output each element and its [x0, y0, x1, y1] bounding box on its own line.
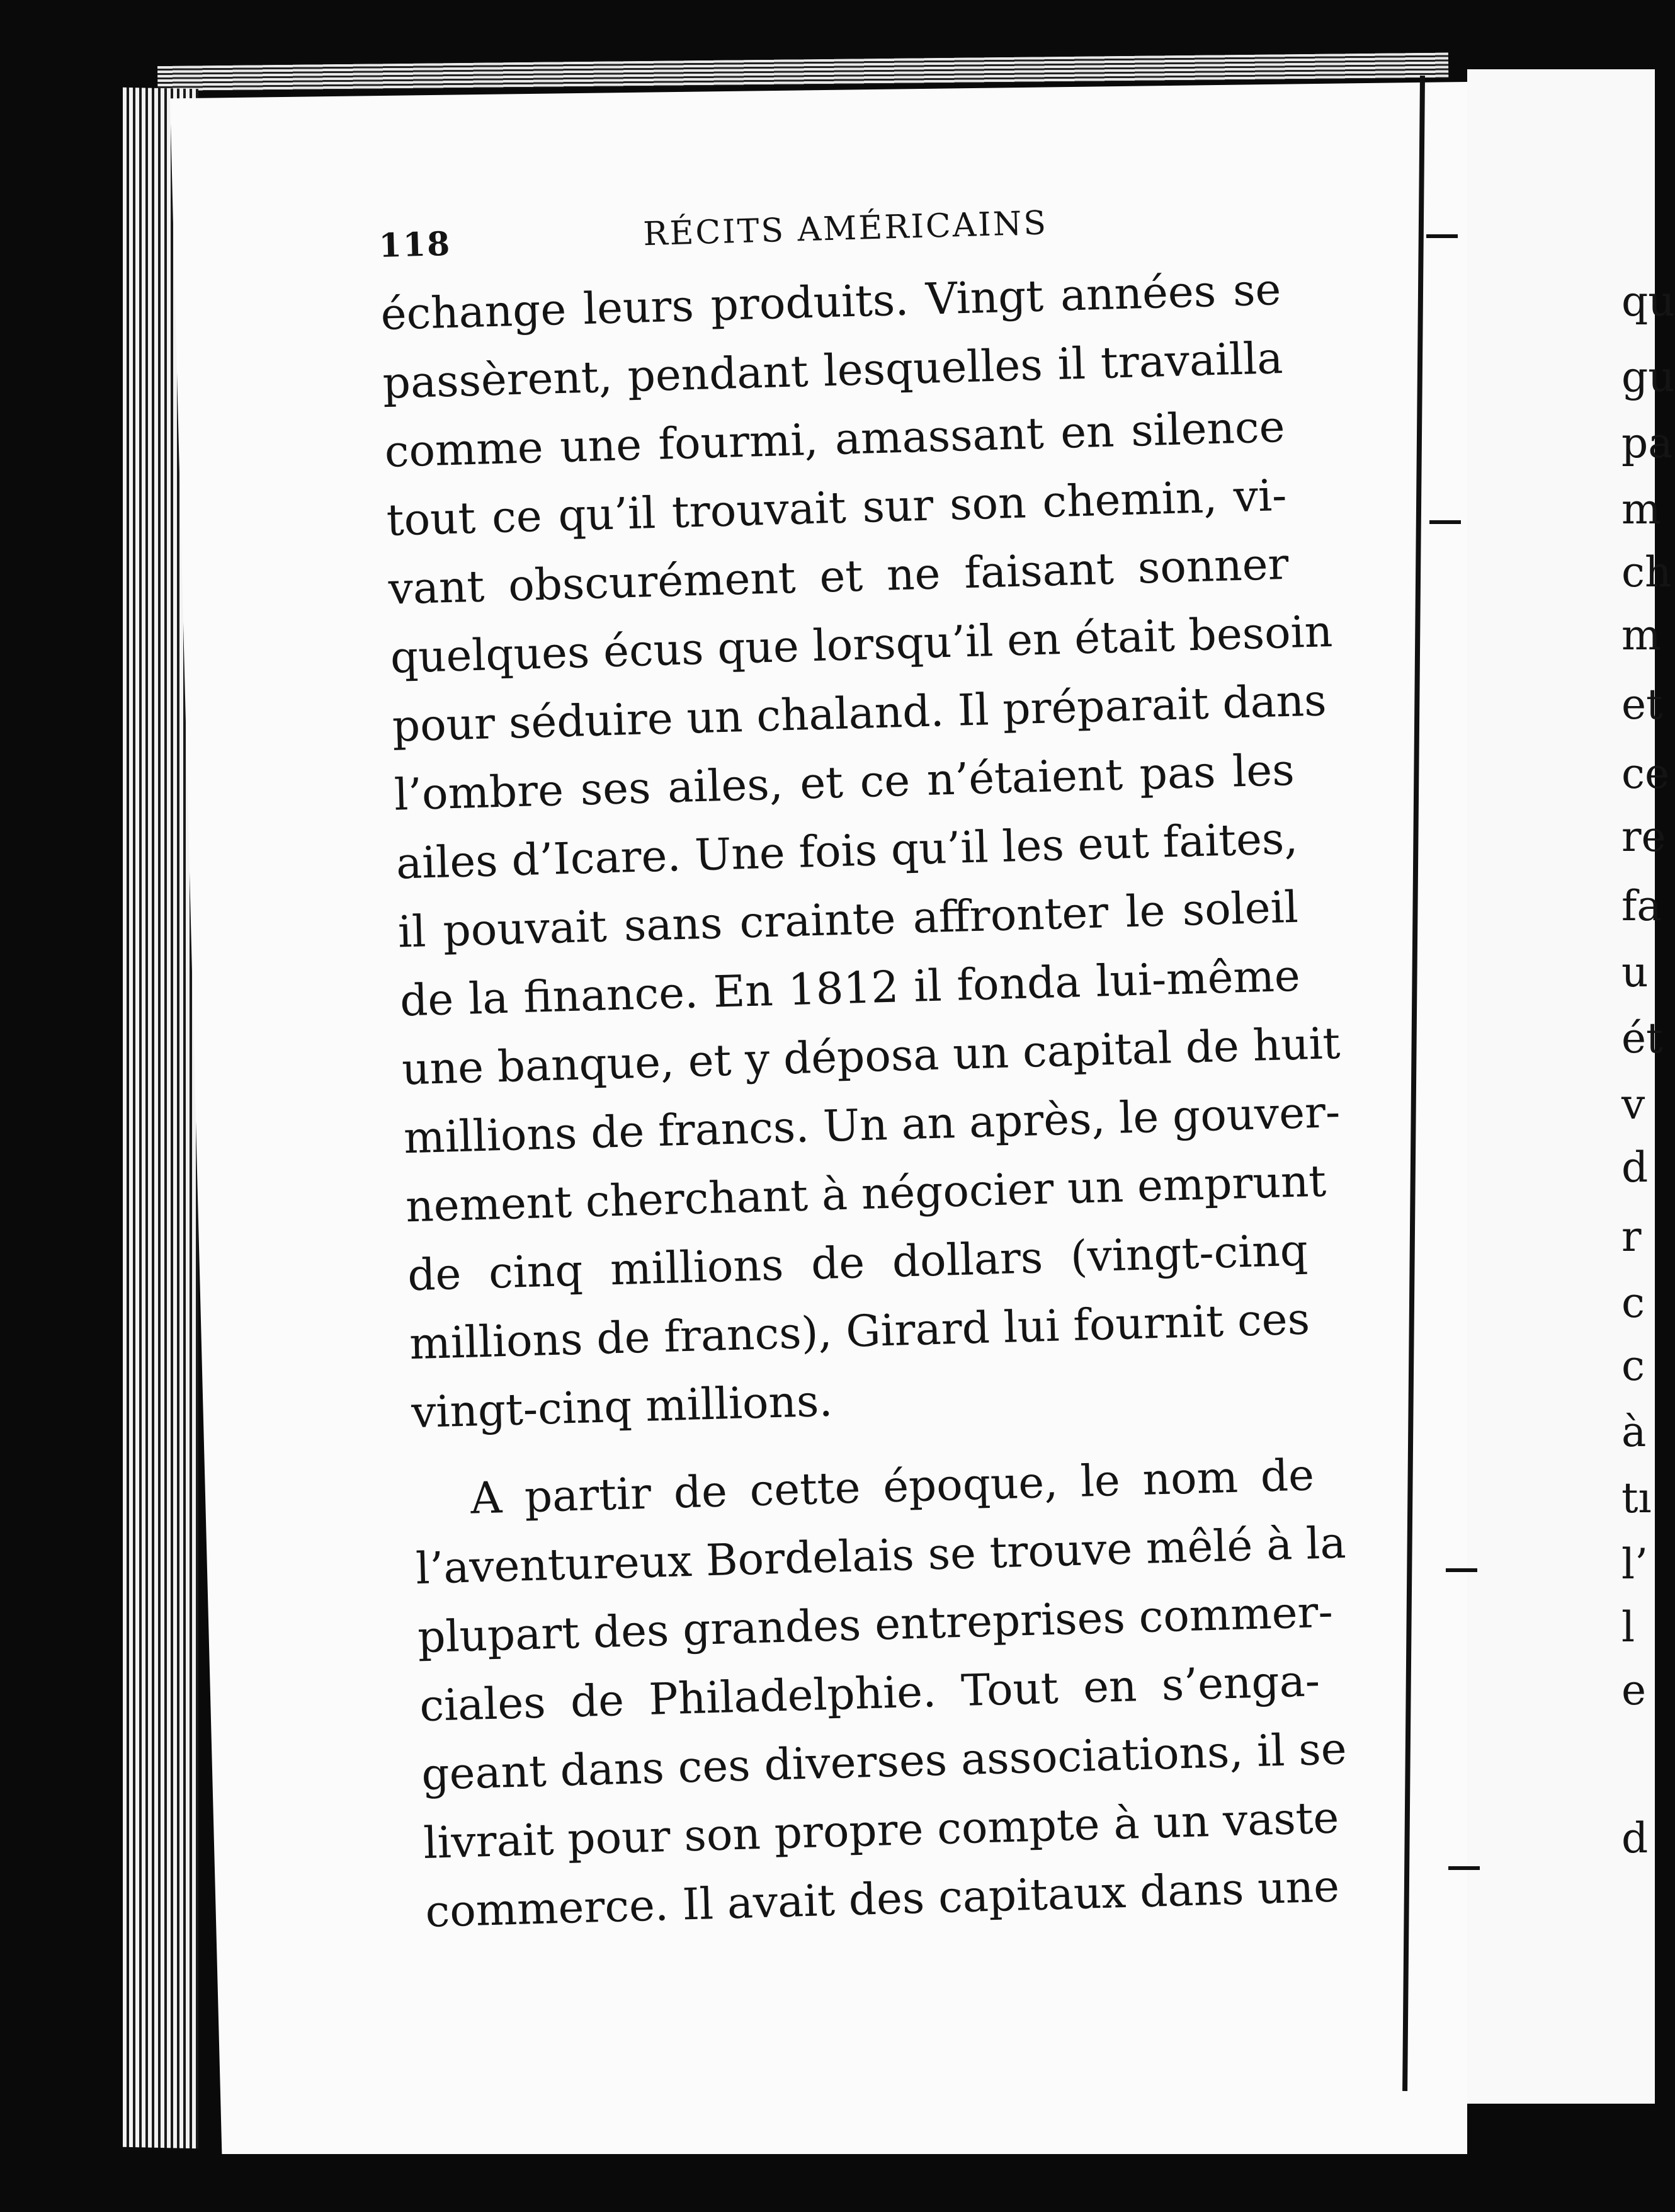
body-text: [380, 254, 1370, 1947]
binding-stitch: [1426, 234, 1458, 238]
facing-text-fragment: r: [1621, 1212, 1642, 1261]
text-line: ciales de Philadelphie. Tout en s’enga-: [419, 1656, 1321, 1732]
text-line: de cinq millions de dollars (vingt-cinq: [407, 1225, 1309, 1301]
text-line: vingt-cinq millions.: [411, 1376, 834, 1439]
text-line: de la finance. En 1812 il fonda lui-même: [399, 950, 1301, 1027]
page-number: 118: [378, 224, 452, 265]
facing-text-fragment: c: [1621, 1279, 1645, 1327]
text-line: plupart des grandes entreprises commer-: [417, 1587, 1334, 1663]
running-title: RÉCITS AMÉRICAINS: [642, 204, 1048, 254]
text-line: ailes d’Icare. Une fois qu’il les eut faites,: [395, 813, 1299, 889]
facing-text-fragment: ch: [1621, 548, 1672, 596]
text-line: livrait pour son propre compte à un vaste: [423, 1793, 1340, 1869]
text-line: commerce. Il avait des capitaux dans une: [424, 1861, 1340, 1937]
text-line: nement cherchant à négocier un emprunt: [405, 1156, 1327, 1233]
text-line: comme une fourmi, amassant en silence: [383, 401, 1286, 477]
facing-text-fragment: v: [1621, 1080, 1645, 1129]
text-line: échange leurs produits. Vingt années se: [380, 265, 1282, 340]
facing-text-fragment: à: [1621, 1408, 1647, 1456]
facing-text-fragment: pa: [1621, 419, 1673, 467]
text-line: tout ce qu’il trouvait sur son chemin, vi-: [385, 470, 1288, 546]
facing-text-fragment: ce: [1621, 750, 1670, 798]
text-line: A partir de cette époque, le nom de: [470, 1450, 1315, 1524]
facing-text-fragment: tı: [1621, 1474, 1652, 1522]
facing-text-fragment: l’: [1621, 1540, 1649, 1588]
facing-text-fragment: et: [1621, 680, 1663, 729]
facing-text-fragment: ét: [1621, 1014, 1663, 1063]
facing-text-fragment: gu: [1621, 353, 1675, 401]
text-line: passèrent, pendant lesquelles il travailla: [382, 333, 1284, 409]
facing-text-fragment: e: [1621, 1666, 1647, 1714]
facing-text-fragment: qu: [1621, 277, 1675, 326]
page-content: [378, 181, 1371, 1947]
facing-text-fragment: m: [1621, 485, 1661, 533]
text-line: millions de francs. Un an après, le gouver-: [403, 1086, 1341, 1164]
text-line: une banque, et y déposa un capital de huit: [401, 1018, 1341, 1095]
facing-text-fragment: re: [1621, 812, 1666, 861]
binding-stitch: [1446, 1568, 1477, 1572]
facing-text-fragment: d: [1621, 1143, 1649, 1192]
text-line: l’ombre ses ailes, et ce n’étaient pas les: [393, 744, 1295, 821]
text-line: geant dans ces diverses associations, il se: [421, 1724, 1348, 1801]
text-line: il pouvait sans crainte affronter le soleil: [397, 882, 1299, 958]
text-line: l’aventureux Bordelais se trouve mêlé à la: [415, 1517, 1347, 1595]
binding-stitch: [1448, 1866, 1480, 1870]
facing-text-fragment: d: [1621, 1814, 1649, 1862]
facing-text-fragment: l: [1621, 1603, 1635, 1651]
text-line: vant obscurément et ne faisant sonner: [387, 539, 1290, 615]
text-line: pour séduire un chaland. Il préparait dans: [391, 675, 1327, 752]
facing-text-fragment: fa: [1621, 882, 1662, 930]
binding-stitch: [1429, 520, 1461, 524]
facing-text-fragment: c: [1621, 1342, 1645, 1390]
text-line: quelques écus que lorsqu’il en était besoin: [389, 606, 1334, 683]
facing-text-fragment: u: [1621, 948, 1649, 996]
text-line: millions de francs), Girard lui fournit ces: [409, 1294, 1310, 1370]
facing-text-fragment: m: [1621, 611, 1661, 659]
